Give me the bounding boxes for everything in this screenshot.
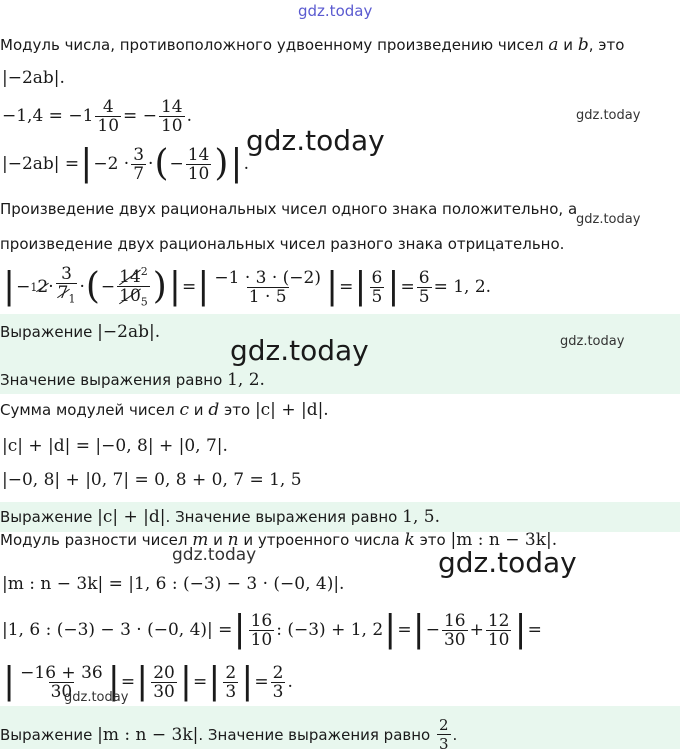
subst-minus: − — [169, 154, 184, 174]
abs-bar-right: | — [241, 661, 254, 702]
var-k: k — [404, 530, 415, 550]
cancel-note: 1 — [30, 280, 38, 294]
frac-num: 2 — [439, 716, 449, 734]
section3-intro-end: это — [419, 531, 446, 549]
watermark-big-1: gdz.today — [246, 124, 385, 157]
answer-value-number: 1, 2. — [227, 370, 265, 390]
conversion-line — [2, 94, 192, 138]
s3-frac-2-3-final — [271, 664, 286, 701]
abs-bar-left: | — [208, 661, 221, 702]
abs-bar-left: | — [136, 661, 149, 702]
calc-eq: = — [181, 277, 197, 297]
answer-band-2 — [0, 502, 680, 532]
watermark-big-2: gdz.today — [230, 334, 369, 367]
frac-num: 16 — [250, 610, 273, 631]
abs-bar-right: | — [168, 266, 181, 307]
answer-band-3 — [0, 706, 680, 753]
answer-end: . — [452, 725, 458, 744]
s3-frac-16-10 — [249, 612, 275, 649]
watermark-small-2: gdz.today — [576, 212, 641, 227]
answer-band-1 — [0, 314, 680, 394]
s3-plus: + — [469, 620, 484, 640]
abs-bar-right: | — [179, 661, 193, 702]
frac-den: 3 — [225, 681, 237, 702]
subst-dot: · — [148, 154, 154, 174]
conv-frac2 — [159, 98, 185, 135]
frac-num: 16 — [443, 610, 466, 631]
section2-intro-end: это — [224, 401, 251, 419]
frac-num: 20 — [153, 662, 175, 683]
abs-bar-left: | — [197, 266, 210, 307]
frac-num: −1 · 3 · (−2) — [214, 267, 321, 288]
conv-eq: = − — [123, 106, 157, 126]
watermark-small-1: gdz.today — [576, 108, 641, 123]
paren-right: ) — [152, 266, 167, 307]
abs-bar-left: | — [412, 609, 425, 650]
subst-end: . — [243, 154, 249, 174]
rule-line2: произведение двух рациональных чисел разного знака отрицательно. — [0, 235, 565, 253]
s3-l2-mid: : (−3) + 1, 2 — [276, 620, 384, 640]
abs-bar-right: | — [384, 609, 397, 650]
frac-den: 5 — [371, 286, 383, 307]
and-word: и — [193, 401, 204, 419]
section1-intro-end: , это — [588, 36, 625, 54]
subst-minus2: −2 · — [93, 154, 130, 174]
frac-num: 14 — [187, 144, 210, 165]
answer-expression — [0, 322, 160, 342]
subst-frac-3-7 — [131, 146, 146, 183]
frac-den: 30 — [443, 629, 466, 650]
frac-den: 3 — [439, 735, 449, 753]
conv-lhs: −1,4 = −1 — [2, 106, 94, 126]
var-d: d — [208, 400, 220, 420]
frac-num: 14 — [160, 96, 183, 117]
cancelled-2: 2 — [37, 277, 49, 297]
answer-value — [0, 370, 265, 390]
s3-eq: = — [120, 672, 136, 692]
section2-line1 — [2, 436, 228, 456]
cancelled-10: 10 — [119, 285, 141, 306]
s3-eq: = — [254, 672, 269, 692]
section1-expr — [2, 68, 65, 88]
var-b: b — [577, 35, 589, 55]
answer-label: Выражение — [0, 725, 93, 744]
frac-den: 10 — [160, 115, 183, 136]
frac-den: 10 — [187, 163, 210, 184]
section1-intro-text: Модуль числа, противоположного удвоенному произведению чисел — [0, 36, 544, 54]
calc-frac-6-5 — [370, 269, 385, 306]
var-m: m — [192, 530, 209, 550]
calc-result: = 1, 2. — [433, 277, 492, 297]
abs-bar-left: | — [3, 661, 16, 702]
section3-line1-text: |m : n − 3k| = |1, 6 : (−3) − 3 · (−0, 4)|. — [2, 574, 345, 594]
subst-lhs: |−2ab| = — [2, 154, 80, 174]
frac-num: 2 — [272, 662, 284, 683]
section2-intro-text: Сумма модулей чисел — [0, 401, 175, 419]
calc-eq: = — [339, 277, 354, 297]
s3-eq: = — [193, 672, 208, 692]
s3-frac-2-3 — [223, 664, 238, 701]
var-a: a — [548, 35, 559, 55]
frac-num: 3 — [133, 144, 145, 165]
conv-frac1 — [95, 98, 121, 135]
paren-right: ) — [214, 143, 229, 184]
and-word: и — [213, 531, 223, 549]
s3-frac-12-10 — [486, 612, 512, 649]
frac-den — [117, 286, 150, 311]
answer-value-label: Значение выражения равно — [0, 371, 223, 389]
answer-label: Выражение — [0, 323, 93, 341]
watermark-small-5: gdz.today — [64, 690, 129, 705]
calc-frac-3-7 — [56, 265, 78, 308]
abs-bar-right: | — [230, 143, 243, 184]
rule-line1: Произведение двух рациональных чисел одного знака положительно, а — [0, 200, 578, 218]
abs-bar-left: | — [80, 143, 93, 184]
calc-frac-product — [212, 269, 323, 306]
section3-line2 — [2, 604, 542, 656]
section3-line3 — [2, 656, 293, 708]
var-n: n — [227, 530, 239, 550]
cancel-note: 5 — [140, 295, 148, 309]
answer-value-label: . Значение выражения равно — [165, 508, 398, 526]
section1-intro — [0, 35, 624, 55]
watermark-big-3: gdz.today — [438, 546, 577, 579]
answer-expr: |c| + |d| — [97, 507, 166, 527]
calc-minus: − — [16, 277, 31, 297]
conv-dot: . — [186, 106, 192, 126]
calc-dot: · — [79, 277, 85, 297]
answer-expr: |m : n − 3k| — [97, 724, 199, 745]
section2-line1-text: |c| + |d| = |−0, 8| + |0, 7|. — [2, 436, 228, 456]
abs-bar-left: | — [354, 266, 367, 307]
section3-expr: |m : n − 3k|. — [450, 530, 558, 550]
frac-num: 3 — [61, 264, 72, 285]
abs-bar-left: | — [3, 266, 16, 307]
substitution-line — [2, 138, 249, 190]
calc-eq: = — [400, 277, 415, 297]
answer-expr: |−2ab|. — [97, 322, 161, 342]
watermark-top: gdz.today — [298, 2, 373, 20]
answer-frac-2-3 — [437, 716, 451, 753]
answer-value-number: 1, 5. — [402, 507, 440, 527]
answer-3 — [0, 716, 457, 753]
calculation-line — [2, 260, 491, 314]
answer-label: Выражение — [0, 508, 93, 526]
var-c: c — [179, 400, 190, 420]
frac-den: 10 — [487, 629, 510, 650]
s3-l2-lhs: |1, 6 : (−3) − 3 · (−0, 4)| = — [2, 620, 233, 640]
frac-num: 4 — [102, 96, 114, 117]
frac-num: 12 — [487, 610, 510, 631]
frac-num: 2 — [225, 662, 237, 683]
abs-bar-left: | — [233, 609, 246, 650]
section2-expr: |c| + |d|. — [254, 400, 329, 420]
frac-den: 10 — [250, 629, 273, 650]
cancelled-14: 14 — [119, 266, 141, 287]
cancel-note: 1 — [68, 292, 76, 306]
s3-eq: = — [397, 620, 412, 640]
paren-left: ( — [154, 143, 169, 184]
answer-value-label: . Значение выражения равно — [198, 725, 431, 744]
frac-num: −16 + 36 — [20, 662, 103, 683]
s3-frac-20-30 — [151, 664, 177, 701]
cancelled-7: 7 — [57, 283, 69, 304]
watermark-small-4: gdz.today — [172, 545, 257, 565]
frac-num: 6 — [371, 267, 383, 288]
s3-end: . — [287, 672, 293, 692]
frac-den: 30 — [153, 681, 175, 702]
section3-line1 — [2, 574, 344, 594]
section3-intro-text: Модуль разности чисел — [0, 531, 188, 549]
calc-frac-14-10 — [117, 263, 150, 311]
abs-bar-right: | — [514, 609, 527, 650]
frac-den: 10 — [97, 115, 120, 136]
answer-2 — [0, 507, 440, 527]
s3-minus: − — [425, 620, 440, 640]
frac-den: 3 — [272, 681, 284, 702]
frac-den — [56, 283, 78, 308]
frac-den: 30 — [50, 681, 73, 702]
subst-frac-14-10 — [186, 146, 212, 183]
calc-minus: − — [100, 277, 116, 297]
frac-den: 5 — [418, 286, 430, 307]
abs-bar-right: | — [387, 266, 400, 307]
calc-frac-6-5-final — [417, 269, 432, 306]
frac-den: 7 — [133, 163, 145, 184]
abs-bar-right: | — [107, 661, 120, 702]
section3-intro-mid: и утроенного числа — [243, 531, 400, 549]
section2-line2 — [2, 470, 302, 490]
expr-abs-2ab: |−2ab|. — [2, 68, 65, 88]
frac-num: 6 — [418, 267, 430, 288]
calc-dot: · — [48, 277, 54, 297]
frac-den: 1 · 5 — [248, 286, 287, 307]
watermark-small-3: gdz.today — [560, 334, 625, 349]
s3-eq: = — [527, 620, 542, 640]
section2-line2-text: |−0, 8| + |0, 7| = 0, 8 + 0, 7 = 1, 5 — [2, 470, 302, 490]
abs-bar-right: | — [326, 266, 339, 307]
and-word: и — [563, 36, 574, 54]
paren-left: ( — [85, 266, 100, 307]
frac-num — [117, 263, 150, 286]
section2-intro — [0, 400, 329, 420]
cancel-note: 2 — [140, 264, 148, 278]
s3-frac-16-30 — [442, 612, 468, 649]
